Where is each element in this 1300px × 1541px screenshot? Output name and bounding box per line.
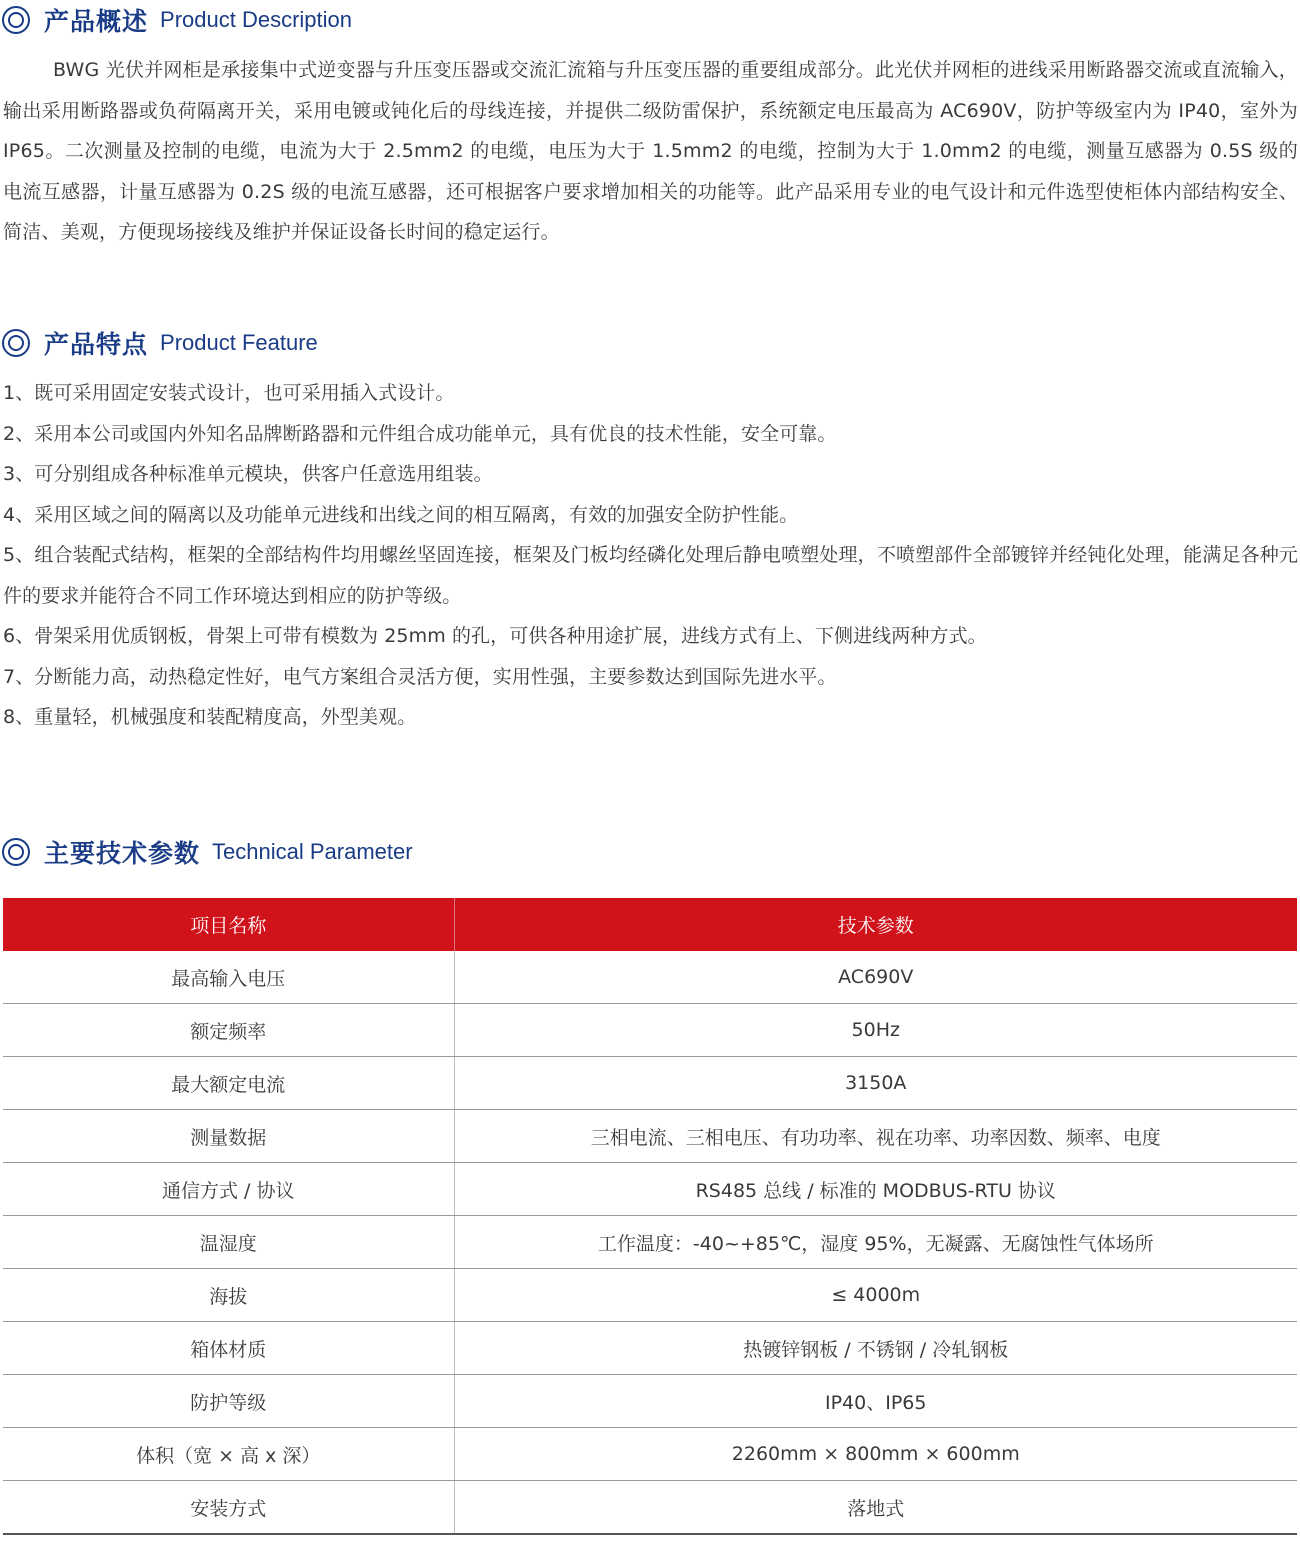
section-title-en: Product Description bbox=[160, 7, 352, 32]
param-name-cell: 体积（宽 × 高 x 深） bbox=[3, 1428, 454, 1481]
param-value-cell: 3150A bbox=[454, 1057, 1297, 1110]
technical-parameter-table bbox=[3, 898, 1297, 1535]
table-row bbox=[3, 1481, 1297, 1535]
param-name-cell: 安装方式 bbox=[3, 1481, 454, 1535]
param-name-cell: 通信方式 / 协议 bbox=[3, 1163, 454, 1216]
param-value-cell: AC690V bbox=[454, 951, 1297, 1004]
section-heading-feature bbox=[2, 325, 318, 361]
feature-list bbox=[3, 373, 1298, 738]
column-header-tech-param: 技术参数 bbox=[454, 898, 1297, 951]
product-description-text: BWG 光伏并网柜是承接集中式逆变器与升压变压器或交流汇流箱与升压变压器的重要组成部分。此光伏并网柜的进线采用断路器交流或直流输入，输出采用断路器或负荷隔离开关，采用电镀或钝化后的母线连接，并提供二级防雷保护，系统额定电压最高为 AC690V，防护等级室内为 IP40，室外为 IP65。二次测量及控制的电缆，电流为大于 2.5mm2 的电缆，电压为大于 1.5mm2 的电缆，控制为大于 1.0mm2 的电缆，测量互感器为 0.5S 级的电流互感器，计量互感器为 0.2S 级的电流互感器，还可根据客户要求增加相关的功能等。此产品采用专业的电气设计和元件选型使柜体内部结构安全、简洁、美观，方便现场接线及维护并保证设备长时间的稳定运行。 bbox=[3, 59, 1298, 243]
param-name-cell: 最大额定电流 bbox=[3, 1057, 454, 1110]
double-circle-icon bbox=[2, 329, 30, 357]
feature-item: 7、分断能力高，动热稳定性好，电气方案组合灵活方便，实用性强，主要参数达到国际先进水平。 bbox=[3, 665, 837, 688]
param-name-cell: 箱体材质 bbox=[3, 1322, 454, 1375]
section-title-cn: 主要技术参数 bbox=[44, 839, 201, 868]
param-value-cell: 落地式 bbox=[454, 1481, 1297, 1535]
param-value-cell: RS485 总线 / 标准的 MODBUS-RTU 协议 bbox=[454, 1163, 1297, 1216]
feature-item: 1、既可采用固定安装式设计，也可采用插入式设计。 bbox=[3, 382, 455, 404]
feature-item: 8、重量轻，机械强度和装配精度高，外型美观。 bbox=[3, 706, 417, 728]
param-value-cell: 50Hz bbox=[454, 1004, 1297, 1057]
feature-item: 3、可分别组成各种标准单元模块，供客户任意选用组装。 bbox=[3, 463, 493, 485]
param-name-cell: 测量数据 bbox=[3, 1110, 454, 1163]
double-circle-icon bbox=[2, 838, 30, 866]
table-row bbox=[3, 1269, 1297, 1322]
feature-item: 6、骨架采用优质钢板，骨架上可带有模数为 25mm 的孔，可供各种用途扩展，进线方式有上、下侧进线两种方式。 bbox=[3, 625, 987, 647]
param-value-cell: IP40、IP65 bbox=[454, 1375, 1297, 1428]
table-header-row bbox=[3, 898, 1297, 951]
feature-item: 5、组合装配式结构，框架的全部结构件均用螺丝坚固连接，框架及门板均经磷化处理后静电喷塑处理，不喷塑部件全部镀锌并经钝化处理，能满足各种元件的要求并能符合不同工作环境达到相应的防护等级。 bbox=[3, 544, 1298, 607]
table-row bbox=[3, 1004, 1297, 1057]
section-title-en: Technical Parameter bbox=[212, 839, 413, 864]
feature-item: 2、采用本公司或国内外知名品牌断路器和元件组合成功能单元，具有优良的技术性能，安全可靠。 bbox=[3, 422, 837, 445]
param-name-cell: 最高输入电压 bbox=[3, 951, 454, 1004]
double-circle-icon bbox=[2, 6, 30, 34]
param-name-cell: 海拔 bbox=[3, 1269, 454, 1322]
section-title-en: Product Feature bbox=[160, 330, 318, 355]
param-name-cell: 额定频率 bbox=[3, 1004, 454, 1057]
section-heading-description bbox=[2, 2, 352, 38]
param-name-cell: 温湿度 bbox=[3, 1216, 454, 1269]
table-row bbox=[3, 1110, 1297, 1163]
param-value-cell: 热镀锌钢板 / 不锈钢 / 冷轧钢板 bbox=[454, 1322, 1297, 1375]
table-row bbox=[3, 951, 1297, 1004]
table-row bbox=[3, 1322, 1297, 1375]
section-title-cn: 产品特点 bbox=[44, 330, 149, 359]
table-row bbox=[3, 1057, 1297, 1110]
section-heading-parameter bbox=[2, 834, 413, 870]
param-value-cell: 2260mm × 800mm × 600mm bbox=[454, 1428, 1297, 1481]
param-value-cell: 三相电流、三相电压、有功功率、视在功率、功率因数、频率、电度 bbox=[454, 1110, 1297, 1163]
table-row bbox=[3, 1216, 1297, 1269]
param-value-cell: ≤ 4000m bbox=[454, 1269, 1297, 1322]
section-title-cn: 产品概述 bbox=[44, 7, 149, 36]
param-value-cell: 工作温度：-40~+85℃，湿度 95%，无凝露、无腐蚀性气体场所 bbox=[454, 1216, 1297, 1269]
param-name-cell: 防护等级 bbox=[3, 1375, 454, 1428]
table-row bbox=[3, 1163, 1297, 1216]
table-row bbox=[3, 1428, 1297, 1481]
feature-item: 4、采用区域之间的隔离以及功能单元进线和出线之间的相互隔离，有效的加强安全防护性能。 bbox=[3, 503, 799, 526]
table-row bbox=[3, 1375, 1297, 1428]
column-header-item-name: 项目名称 bbox=[3, 898, 454, 951]
